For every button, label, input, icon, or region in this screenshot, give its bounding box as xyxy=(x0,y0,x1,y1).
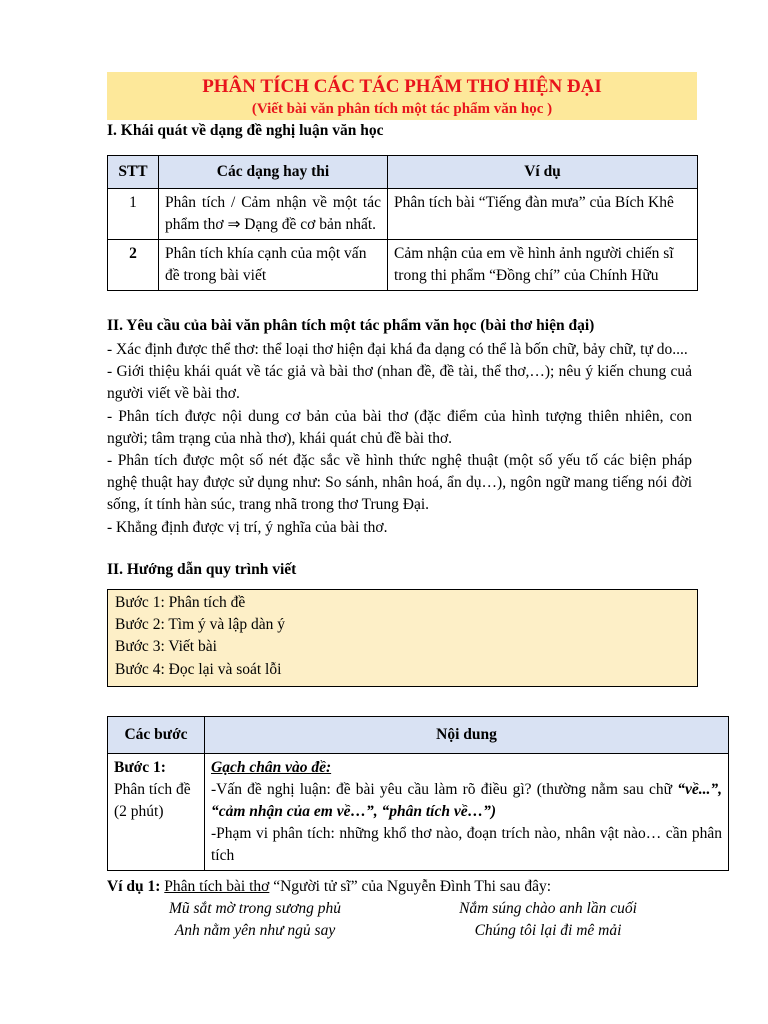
table-header-row xyxy=(108,717,729,754)
example-label: Ví dụ 1: xyxy=(107,878,161,895)
list-item: - Phân tích được nội dung cơ bản của bài thơ (đặc điểm của hình tượng thiên nhiên, con người; tâm trạng của nhà thơ), khái quát chủ đề bài thơ. xyxy=(107,407,692,447)
title-banner xyxy=(107,72,697,120)
step-cell xyxy=(108,754,205,871)
section1-heading: I. Khái quát về dạng đề nghị luận văn học xyxy=(107,122,384,139)
step-time: (2 phút) xyxy=(114,803,164,820)
section3-heading: II. Hướng dẫn quy trình viết xyxy=(107,561,297,578)
header-types: Các dạng hay thi xyxy=(159,156,388,189)
poem-line: Anh nằm yên như ngủ say xyxy=(174,922,336,939)
page-subtitle: (Viết bài văn phân tích một tác phẩm văn học ) xyxy=(251,101,553,117)
header-content: Nội dung xyxy=(205,717,729,754)
table-row xyxy=(108,189,698,240)
header-stt: STT xyxy=(108,156,159,189)
example-rest: “Người tử sĩ” của Nguyễn Đình Thi sau đây: xyxy=(269,878,552,895)
content-heading: Gạch chân vào đề: xyxy=(211,759,332,776)
list-item: - Giới thiệu khái quát về tác giả và bài thơ (nhan đề, đề tài, thể thơ,…); nêu ý kiến chung cuả người viết về bài thơ. xyxy=(107,363,692,403)
poem-line: Nắm súng chào anh lần cuối xyxy=(459,900,637,917)
table-header-row xyxy=(108,156,698,189)
row-example: Phân tích bài “Tiếng đàn mưa” của Bích Khê xyxy=(388,189,698,240)
content-line1-emphasis: “về...”, “cảm nhận của em về…”, “phân tích về…”) xyxy=(211,781,722,820)
row-example: Cảm nhận của em về hình ảnh người chiến sĩ trong thi phẩm “Đồng chí” của Chính Hữu xyxy=(388,240,698,291)
header-example: Ví dụ xyxy=(388,156,698,189)
table-row xyxy=(108,240,698,291)
requirements-list xyxy=(107,339,692,539)
row-stt: 1 xyxy=(108,189,159,240)
step-item: Bước 4: Đọc lại và soát lỗi xyxy=(115,660,282,678)
content-cell xyxy=(205,754,729,871)
poem-line: Mũ sắt mờ trong sương phủ xyxy=(168,900,342,917)
row-type: Phân tích / Cảm nhận về một tác phẩm thơ ⇒ Dạng đề cơ bản nhất. xyxy=(159,189,388,240)
example-line xyxy=(107,876,727,898)
table-row xyxy=(108,754,729,871)
content-line1: -Vấn đề nghị luận: đề bài yêu cầu làm rõ điều gì? (thường nằm sau chữ xyxy=(211,781,678,798)
poem-right xyxy=(398,898,698,942)
step-item: Bước 2: Tìm ý và lập dàn ý xyxy=(115,616,285,634)
list-item: - Phân tích được một số nét đặc sắc về hình thức nghệ thuật (một số yếu tố các biện pháp nghệ thuật hay được sử dụng như: So sánh, nhân hoá, ẩn dụ…), ngôn ngữ mang tiếng nói đời sống, ít tính hàn súc, trang nhã trong thơ Trung Đại. xyxy=(107,452,692,514)
content-line2: -Phạm vi phân tích: những khổ thơ nào, đoạn trích nào, nhân vật nào… cần phân tích xyxy=(211,825,722,864)
row-stt: 2 xyxy=(108,240,159,291)
example-underlined: Phân tích bài thơ xyxy=(164,878,270,895)
writing-steps-box xyxy=(107,589,698,687)
step-item: Bước 1: Phân tích đề xyxy=(115,594,246,611)
page-title: PHÂN TÍCH CÁC TÁC PHẨM THƠ HIỆN ĐẠI xyxy=(202,76,602,97)
header-steps: Các bước xyxy=(108,717,205,754)
section2-heading: II. Yêu cầu của bài văn phân tích một tác phẩm văn học (bài thơ hiện đại) xyxy=(107,317,595,334)
steps-content-table xyxy=(107,716,729,871)
poem-line: Chúng tôi lại đi mê mải xyxy=(474,922,622,939)
step-title: Bước 1: xyxy=(114,759,166,776)
row-type: Phân tích khía cạnh của một vấn đề trong bài viết xyxy=(159,240,388,291)
step-item: Bước 3: Viết bài xyxy=(115,638,217,656)
exam-types-table xyxy=(107,155,698,291)
list-item: - Xác định được thể thơ: thể loại thơ hiện đại khá đa dạng có thể là bốn chữ, bảy chữ, tự do.... xyxy=(107,341,688,358)
list-item: - Khẳng định được vị trí, ý nghĩa của bài thơ. xyxy=(107,518,388,536)
step-name: Phân tích đề xyxy=(114,781,191,798)
poem-left xyxy=(105,898,405,942)
